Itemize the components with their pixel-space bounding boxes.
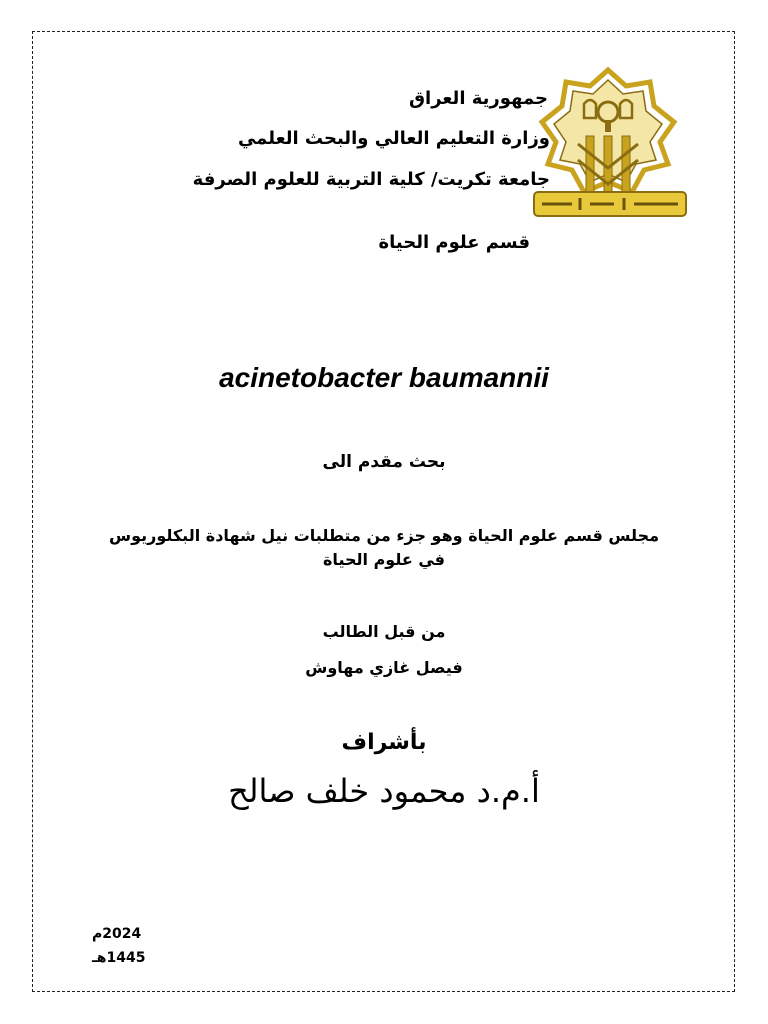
header-ministry: وزارة التعليم العالي والبحث العلمي (237, 128, 550, 149)
submitted-to: بحث مقدم الى (322, 452, 446, 472)
header-university: جامعة تكريت/ كلية التربية للعلوم الصرفة (192, 169, 550, 190)
header-country: جمهورية العراق (408, 88, 548, 109)
research-purpose: مجلس قسم علوم الحياة وهو جزء من متطلبات نيل شهادة البكلوريوس في علوم الحياة (108, 526, 660, 569)
by-student-label: من قبل الطالب (322, 622, 446, 641)
header-department: قسم علوم الحياة (378, 232, 530, 253)
date-hijri: 1445هـ (92, 950, 146, 966)
date-gregorian: 2024م (92, 926, 142, 942)
supervision-label: بأشراف (341, 730, 427, 755)
tikrit-university-logo-icon (528, 64, 688, 224)
student-name: فيصل غازي مهاوش (305, 658, 463, 677)
supervisor-name: أ.م.د محمود خلف صالح (228, 772, 540, 810)
research-title: acinetobacter baumannii (219, 362, 549, 393)
